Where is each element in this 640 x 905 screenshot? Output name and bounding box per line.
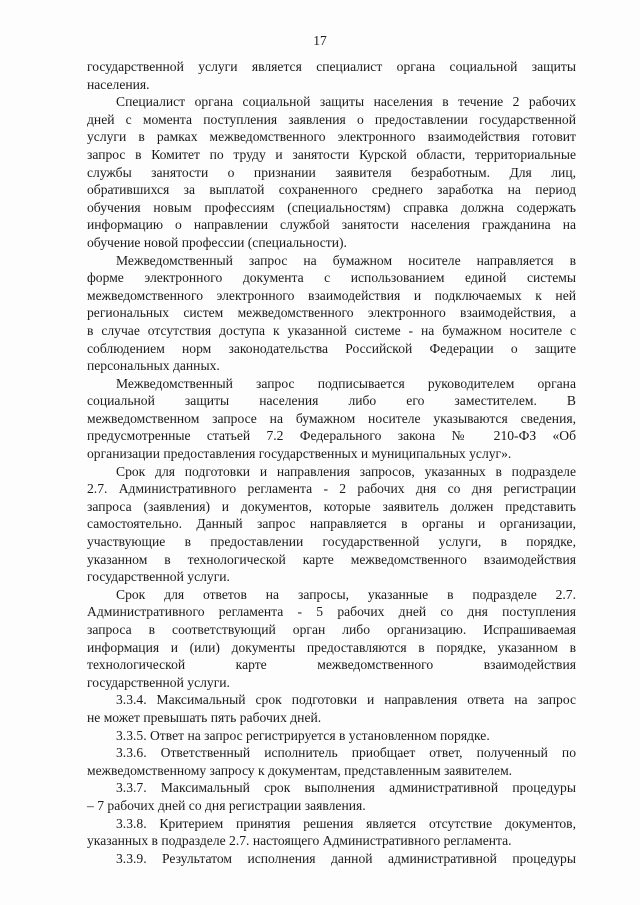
text-line: 3.3.9. Результатом исполнения данной административной процедуры [116, 850, 576, 866]
text-line: 2.7. Административного регламента - 2 рабочих дня со дня регистрации [87, 481, 576, 497]
text-line: информацию о направлении службой занятости населения гражданина на [87, 217, 576, 233]
text-line: 3.3.4. Максимальный срок подготовки и направления ответа на запрос [116, 692, 576, 708]
text-line: обучение новой профессии (специальности). [87, 234, 347, 250]
text-line: населения. [87, 76, 150, 92]
text-line: персональных данных. [87, 358, 220, 374]
text-line: межведомственному запросу к документам, представленным заявителем. [87, 762, 513, 778]
text-line: 3.3.8. Критерием принятия решения является отсутствие документов, [116, 815, 576, 831]
text-line: дней с момента поступления заявления о предоставлении государственной [87, 111, 576, 127]
text-line: запроса (заявления) и документов, которые заявитель должен представить [87, 498, 576, 514]
text-line: Межведомственный запрос на бумажном носителе направляется в [116, 252, 576, 268]
paragraph [87, 779, 576, 814]
text-line: технологической карте межведомственного взаимодействия [87, 657, 576, 673]
text-line: обучения новым профессиям (специальностям) справка должна содержать [87, 199, 576, 215]
paragraph [87, 691, 576, 726]
text-line: предусмотренные статьей 7.2 Федерального закона № 210-ФЗ «Об [87, 428, 576, 444]
text-line: Межведомственный запрос подписывается руководителем органа [116, 375, 576, 391]
document-body [87, 58, 576, 867]
paragraph [87, 58, 576, 93]
text-line: службы занятости о признании заявителя безработным. Для лиц, [87, 164, 576, 180]
text-line: – 7 рабочих дней со дня регистрации заявления. [87, 797, 366, 813]
paragraph [87, 586, 576, 692]
text-line: Специалист органа социальной защиты населения в течение 2 рабочих [116, 94, 576, 110]
text-line: 3.3.5. Ответ на запрос регистрируется в установленном порядке. [116, 727, 490, 743]
text-line: социальной защиты населения либо его заместителем. В [87, 393, 576, 409]
text-line: государственной услуги. [87, 569, 230, 585]
paragraph [87, 93, 576, 251]
text-line: 3.3.6. Ответственный исполнитель приобщает ответ, полученный по [116, 745, 576, 761]
text-line: указанном в технологической карте межведомственного взаимодействия [87, 551, 576, 567]
text-line: Срок для ответов на запросы, указанные в подразделе 2.7. [116, 586, 576, 602]
text-line: запрос в Комитет по труду и занятости Курской области, территориальные [87, 146, 576, 162]
text-line: в случае отсутствия доступа к указанной системе - на бумажном носителе с [87, 322, 576, 338]
text-line: самостоятельно. Данный запрос направляется в органы и организации, [87, 516, 576, 532]
text-line: государственной услуги является специалист органа социальной защиты [87, 59, 576, 74]
paragraph [87, 463, 576, 586]
text-line: запроса в соответствующий орган либо организацию. Испрашиваемая [87, 622, 576, 637]
text-line: соблюдением норм законодательства Российской Федерации о защите [87, 340, 576, 356]
text-line: организации предоставления государственных и муниципальных услуг». [87, 446, 512, 462]
text-line: межведомственного электронного взаимодействия и подключаемых к ней [87, 287, 576, 303]
text-line: региональных систем межведомственного электронного взаимодействия, а [87, 305, 576, 321]
paragraph [87, 727, 576, 745]
text-line: 3.3.7. Максимальный срок выполнения административной процедуры [116, 780, 576, 796]
page-number: 17 [313, 33, 327, 48]
text-line: информация и (или) документы предоставляются в порядке, указанном в [87, 639, 576, 655]
text-line: услуги в рамках межведомственного электронного взаимодействия готовит [87, 129, 576, 145]
paragraph [87, 744, 576, 779]
text-line: форме электронного документа с использованием единой системы [87, 270, 576, 286]
text-line: государственной услуги. [87, 674, 230, 690]
text-line: не может превышать пять рабочих дней. [87, 709, 322, 725]
paragraph [87, 850, 576, 868]
text-line: Административного регламента - 5 рабочих дней со дня поступления [87, 604, 576, 620]
text-line: межведомственном запросе на бумажном носителе указываются сведения, [87, 410, 576, 426]
text-line: Срок для подготовки и направления запросов, указанных в подразделе [116, 463, 576, 479]
text-line: обратившихся за выплатой сохраненного среднего заработка на период [87, 182, 576, 198]
paragraph [87, 252, 576, 375]
paragraph [87, 815, 576, 850]
text-line: участвующие в предоставлении государственной услуги, в порядке, [87, 534, 576, 550]
text-line: указанных в подразделе 2.7. настоящего Административного регламента. [87, 833, 512, 849]
paragraph [87, 375, 576, 463]
